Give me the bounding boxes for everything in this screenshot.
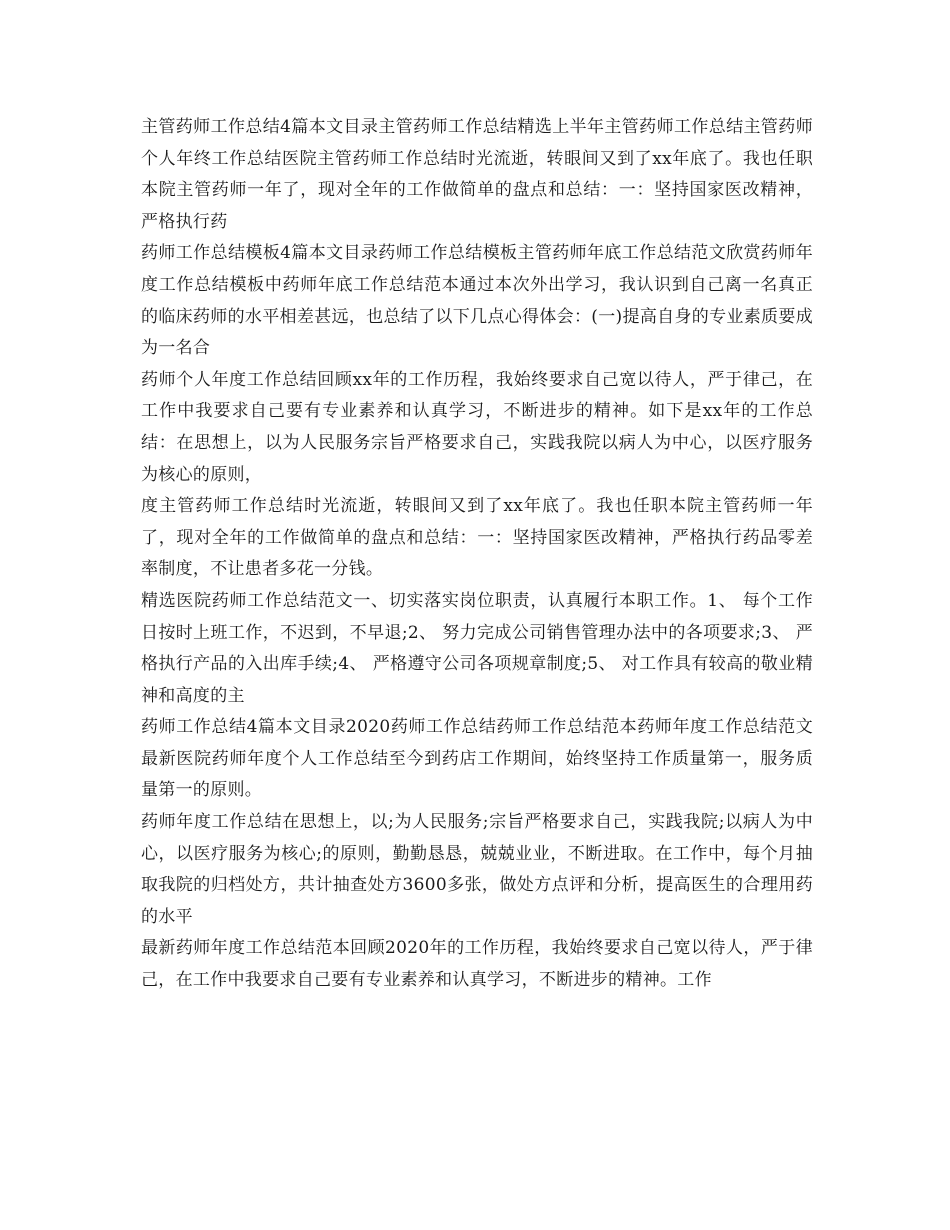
document-body <box>141 112 813 997</box>
paragraph: 最新药师年度工作总结范本回顾2020年的工作历程，我始终要求自己宽以待人，严于律己，在工作中我要求自己要有专业素养和认真学习，不断进步的精神。工作 <box>141 938 813 991</box>
paragraph: 药师个人年度工作总结回顾xx年的工作历程，我始终要求自己宽以待人，严于律己，在工作中我要求自己要有专业素养和认真学习，不断进步的精神。如下是xx年的工作总结：在思想上，以为人民服务宗旨严格要求自己，实践我院以病人为中心，以医疗服务为核心的原则， <box>141 369 813 485</box>
paragraph: 主管药师工作总结4篇本文目录主管药师工作总结精选上半年主管药师工作总结主管药师个人年终工作总结医院主管药师工作总结时光流逝，转眼间又到了xx年底了。我也任职本院主管药师一年了，现对全年的工作做简单的盘点和总结：一：坚持国家医改精神，严格执行药 <box>141 117 813 232</box>
paragraph: 药师工作总结模板4篇本文目录药师工作总结模板主管药师年底工作总结范文欣赏药师年度工作总结模板中药师年底工作总结范本通过本次外出学习，我认识到自己离一名真正的临床药师的水平相差甚远，也总结了以下几点心得体会：(一)提高自身的专业素质要成为一名合 <box>141 243 813 359</box>
paragraph: 药师工作总结4篇本文目录2020药师工作总结药师工作总结范本药师年度工作总结范文最新医院药师年度个人工作总结至今到药店工作期间，始终坚持工作质量第一，服务质量第一的原则。 <box>141 717 813 801</box>
paragraph: 药师年度工作总结在思想上，以;为人民服务;宗旨严格要求自己，实践我院;以病人为中心，以医疗服务为核心;的原则，勤勤恳恳，兢兢业业，不断进取。在工作中，每个月抽取我院的归档处方，共计抽查处方3600多张，做处方点评和分析，提高医生的合理用药的水平 <box>141 812 813 927</box>
paragraph: 精选医院药师工作总结范文一、切实落实岗位职责，认真履行本职工作。1、 每个工作日按时上班工作，不迟到，不早退;2、 努力完成公司销售管理办法中的各项要求;3、 严格执行产品的入出库手续;4、 严格遵守公司各项规章制度;5、 对工作具有较高的敬业精神和高度的主 <box>141 590 813 706</box>
paragraph: 度主管药师工作总结时光流逝，转眼间又到了xx年底了。我也任职本院主管药师一年了，现对全年的工作做简单的盘点和总结：一：坚持国家医改精神，严格执行药品零差率制度，不让患者多花一分钱。 <box>141 496 813 580</box>
